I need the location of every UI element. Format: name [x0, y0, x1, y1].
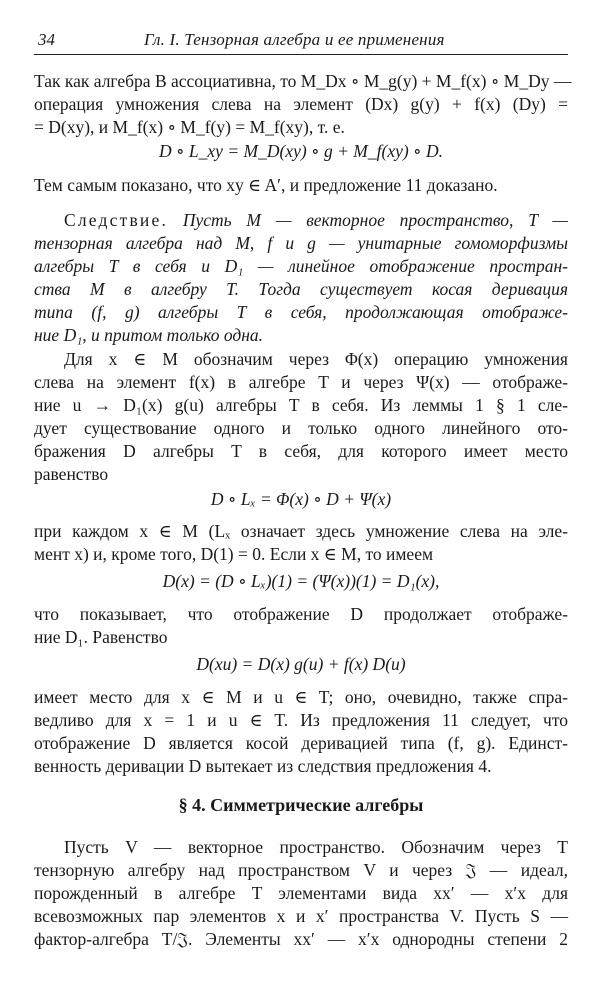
corollary-line: тензорная алгебра над M, f и g — унитарные гомоморфизмы [34, 233, 568, 253]
text-line: всевозможных пар элементов x и x′ пространства V. Пусть S — [34, 906, 568, 926]
running-header [34, 28, 568, 55]
text-line: венность деривации D вытекает из следствия предложения 4. [34, 756, 492, 776]
text-line: ние u → D₁(x) g(u) алгебры T в себя. Из леммы 1 § 1 сле- [34, 395, 568, 415]
text-line: Пусть V — векторное пространство. Обозначим через T [64, 837, 568, 857]
text-line: тензорную алгебру над пространством V и через 𝔍 — идеал, [34, 860, 568, 880]
text-line: ведливо для x = 1 и u ∈ T. Из предложения 11 следует, что [34, 710, 568, 730]
text-line: слева на элемент f(x) в алгебре T и через Ψ(x) — отображе- [34, 372, 568, 392]
corollary-line: алгебры T в себя и D₁ — линейное отображение простран- [34, 256, 568, 276]
text-line: фактор-алгебра T/𝔍. Элементы xx′ — x′x однородны степени 2 [34, 929, 568, 949]
section-heading: § 4. Симметрические алгебры [178, 795, 424, 815]
text-line: Так как алгебра B ассоциативна, то M_Dx ∘ M_g(y) + M_f(x) ∘ M_Dy — [34, 71, 572, 91]
corollary-line: ства M в алгебру T. Тогда существует косая деривация [34, 279, 568, 299]
corollary-line: типа (f, g) алгебры T в себя, продолжающая отображе- [34, 302, 568, 322]
text-line: = D(xy), и M_f(x) ∘ M_f(y) = M_f(xy), т. е. [34, 117, 345, 137]
page-number: 34 [38, 30, 55, 49]
text-line: отображение D является косой деривацией типа (f, g). Единст- [34, 733, 568, 753]
text-line: порожденный в алгебре T элементами вида xx′ — x′x для [34, 883, 568, 903]
text-line: мент x) и, кроме того, D(1) = 0. Если x ∈ M, то имеем [34, 544, 434, 564]
corollary-first-line [64, 209, 568, 231]
text-line: равенство [34, 464, 109, 484]
formula-line: D ∘ L_xy = M_D(xy) ∘ g + M_f(xy) ∘ D. [158, 141, 444, 161]
corollary-line: ние D₁, и притом только одна. [34, 325, 264, 345]
text-line: Для x ∈ M обозначим через Φ(x) операцию умножения [64, 349, 568, 369]
text-line: Тем самым показано, что xy ∈ A′, и предложение 11 доказано. [34, 175, 498, 195]
text-line: при каждом x ∈ M (Lₓ означает здесь умножение слева на эле- [34, 521, 568, 541]
text-line: операция умножения слева на элемент (Dx) g(y) + f(x) (Dy) = [34, 94, 568, 114]
formula-line: D ∘ Lₓ = Φ(x) ∘ D + Ψ(x) [210, 489, 392, 509]
formula-line: D(xu) = D(x) g(u) + f(x) D(u) [196, 654, 406, 674]
text-line: дует существование одного и только одного линейного ото- [34, 418, 568, 438]
text-line: ние D₁. Равенство [34, 627, 168, 647]
formula-line: D(x) = (D ∘ Lₓ)(1) = (Ψ(x))(1) = D₁(x), [162, 571, 440, 591]
corollary-text: Пусть M — векторное пространство, T — [182, 210, 568, 230]
running-title: Гл. I. Тензорная алгебра и ее применения [144, 30, 445, 49]
text-line: имеет место для x ∈ M и u ∈ T; оно, очевидно, также спра- [34, 687, 568, 707]
text-line: что показывает, что отображение D продолжает отображе- [34, 604, 568, 624]
corollary-label: Следствие. [64, 210, 169, 230]
text-line: бражения D алгебры T в себя, для которого имеет место [34, 441, 568, 461]
